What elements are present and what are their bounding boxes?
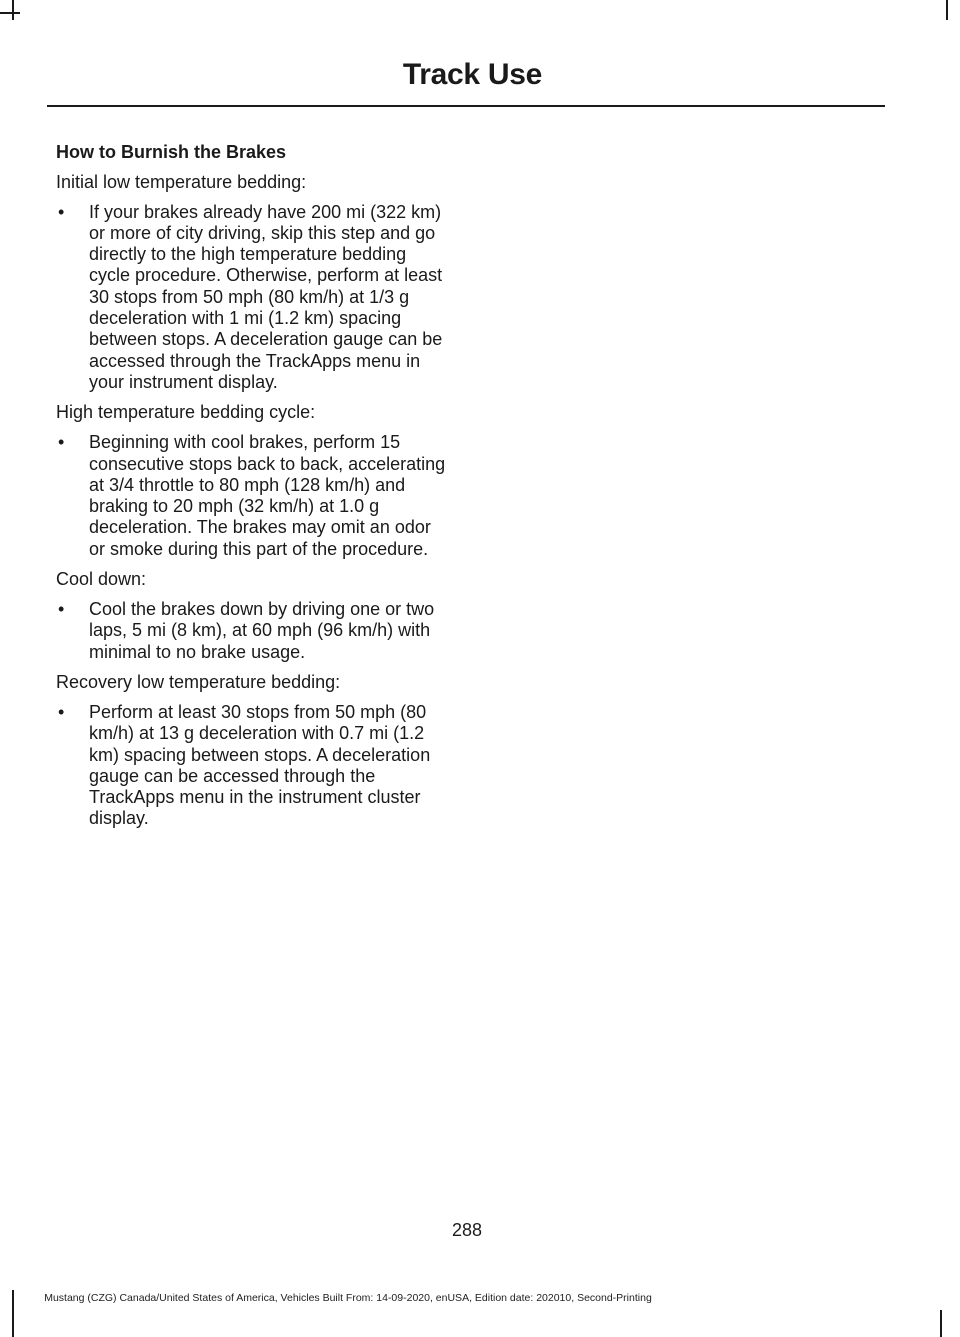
step-intro: Recovery low temperature bedding: [56,671,341,692]
list-item [56,599,451,663]
crop-mark-top-left-vertical [12,0,14,20]
step-group-high-temperature [56,402,451,560]
bullet-marker: • [58,701,65,722]
section-heading: How to Burnish the Brakes [56,142,287,162]
bullet-marker: • [58,201,65,222]
bullet-marker: • [58,432,65,453]
step-intro: High temperature bedding cycle: [56,402,316,423]
crop-mark-top-right [946,0,948,20]
list-item-text: Beginning with cool brakes, perform 15 consecutive stops back to back, accelerating at 3/4 throttle to 80 mph (128 km/h) and braking to 20 mph (32 km/h) at 1.0 g deceleration. The brakes may omit an odor or smoke during this part of the procedure. [89,432,446,559]
list-item-text: Cool the brakes down by driving one or two laps, 5 mi (8 km), at 60 mph (96 km/h) with minimal to no brake usage. [89,599,435,662]
step-group-cool-down [56,569,451,663]
list-item [56,432,451,560]
bullet-list [56,202,451,394]
list-item-text: Perform at least 30 stops from 50 mph (80 km/h) at 13 g deceleration with 0.7 mi (1.2 km) spacing between stops. A deceleration gauge can be accessed through the TrackApps menu in the instrument cluster display. [89,701,431,829]
page-number: 288 [451,1220,483,1240]
crop-mark-bottom-right [940,1310,942,1337]
header-divider [47,105,885,107]
bullet-list [56,599,451,663]
bullet-list [56,702,451,830]
crop-mark-top-left-horizontal [0,12,20,14]
edition-footer: Mustang (CZG) Canada/United States of America, Vehicles Built From: 14-09-2020, enUSA, Edition date: 202010, Second-Printing [44,1292,652,1304]
bullet-marker: • [58,599,65,620]
step-intro: Initial low temperature bedding: [56,171,307,192]
list-item-text: If your brakes already have 200 mi (322 km) or more of city driving, skip this step and go directly to the high temperature bedding cycle procedure. Otherwise, perform at least 30 stops from 50 mph (80 km/h) at 1/3 g deceleration with 1 mi (1.2 km) spacing between stops. A deceleration gauge can be accessed through the TrackApps menu in your instrument display. [89,201,443,392]
page-title: Track Use [402,58,542,91]
page-content [56,142,451,839]
bullet-list [56,432,451,560]
list-item [56,702,451,830]
step-intro: Cool down: [56,569,147,590]
step-group-initial-bedding [56,172,451,394]
step-group-recovery-bedding [56,672,451,830]
list-item [56,202,451,394]
